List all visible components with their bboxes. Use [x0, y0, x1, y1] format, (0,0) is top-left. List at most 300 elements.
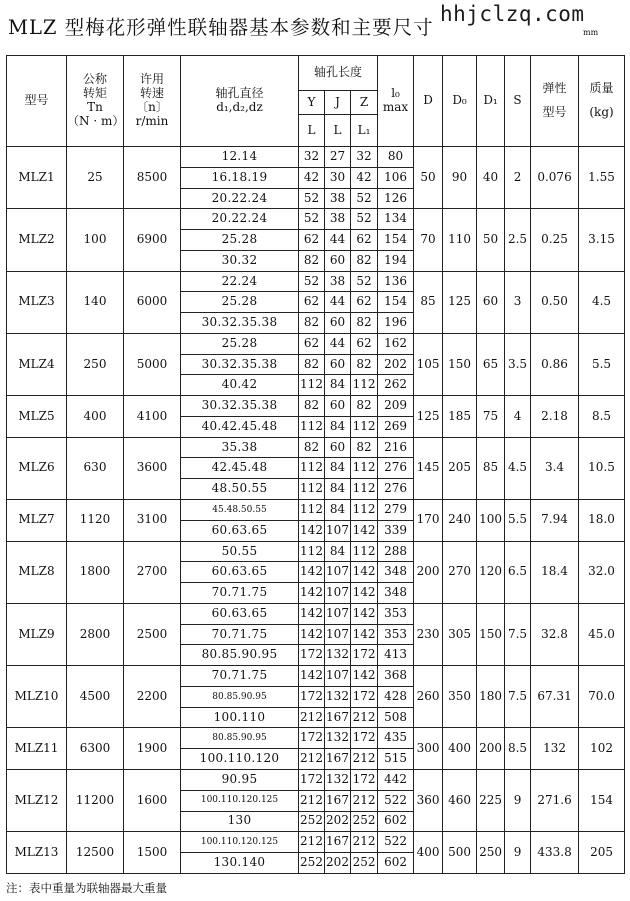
l0-max-cell: 194: [378, 250, 414, 271]
s-cell: 7.5: [505, 603, 531, 665]
mass-cell: 8.5: [579, 396, 625, 438]
bore-diameter-cell: 130: [181, 811, 299, 832]
length-z-cell: 142: [351, 666, 378, 687]
bore-diameter-cell: 60.63.65: [181, 520, 299, 541]
bore-diameter-cell: 100.110.120.125: [181, 790, 299, 811]
length-y-cell: 82: [299, 250, 325, 271]
length-y-cell: 82: [299, 354, 325, 375]
l0-max-cell: 602: [378, 853, 414, 874]
speed-cell: 1600: [124, 769, 181, 831]
model-cell: MLZ10: [7, 666, 67, 728]
length-j-cell: 107: [325, 520, 351, 541]
length-y-cell: 212: [299, 749, 325, 770]
length-j-cell: 84: [325, 375, 351, 396]
d0-cell: 205: [443, 437, 477, 499]
speed-cell: 2700: [124, 541, 181, 603]
length-y-cell: 142: [299, 624, 325, 645]
d0-cell: 270: [443, 541, 477, 603]
mass-cell: 32.0: [579, 541, 625, 603]
length-y-cell: 142: [299, 603, 325, 624]
length-j-cell: 38: [325, 209, 351, 230]
length-y-cell: 82: [299, 313, 325, 334]
length-y-cell: 172: [299, 728, 325, 749]
length-y-cell: 212: [299, 832, 325, 853]
l0-max-cell: 202: [378, 354, 414, 375]
d-cell: 70: [414, 209, 443, 271]
length-y-cell: 62: [299, 292, 325, 313]
speed-cell: 3600: [124, 437, 181, 499]
d0-cell: 90: [443, 147, 477, 209]
header-speed: 许用 转速 〔n〕 r/min: [124, 56, 181, 147]
length-z-cell: 142: [351, 624, 378, 645]
l0-max-cell: 162: [378, 333, 414, 354]
l0-max-cell: 154: [378, 230, 414, 251]
length-z-cell: 142: [351, 583, 378, 604]
length-j-cell: 167: [325, 790, 351, 811]
s-cell: 2: [505, 147, 531, 209]
l0-max-cell: 522: [378, 832, 414, 853]
length-j-cell: 167: [325, 749, 351, 770]
l0-max-cell: 276: [378, 479, 414, 500]
length-j-cell: 107: [325, 603, 351, 624]
table-row: [7, 333, 625, 354]
table-note: 注：表中重量为联轴器最大重量: [6, 881, 167, 895]
d0-cell: 350: [443, 666, 477, 728]
length-z-cell: 172: [351, 769, 378, 790]
torque-cell: 4500: [67, 666, 124, 728]
s-cell: 3: [505, 271, 531, 333]
s-cell: 4: [505, 396, 531, 438]
header-l-j: L: [325, 115, 351, 147]
length-y-cell: 142: [299, 666, 325, 687]
d1-cell: 120: [477, 541, 505, 603]
model-cell: MLZ6: [7, 437, 67, 499]
bore-diameter-cell: 50.55: [181, 541, 299, 562]
header-hub-length: 轴孔长度: [299, 56, 378, 91]
bore-diameter-cell: 100.110: [181, 707, 299, 728]
header-torque: 公称 转矩 Tn （N · m）: [67, 56, 124, 147]
length-y-cell: 112: [299, 416, 325, 437]
d1-cell: 250: [477, 832, 505, 874]
l0-max-cell: 262: [378, 375, 414, 396]
elastic-model-cell: 0.86: [531, 333, 579, 395]
header-l-y: L: [299, 115, 325, 147]
table-row: [7, 209, 625, 230]
length-y-cell: 212: [299, 790, 325, 811]
torque-cell: 140: [67, 271, 124, 333]
length-y-cell: 52: [299, 188, 325, 209]
speed-cell: 1900: [124, 728, 181, 770]
bore-diameter-cell: 48.50.55: [181, 479, 299, 500]
l0-max-cell: 216: [378, 437, 414, 458]
bore-diameter-cell: 60.63.65: [181, 603, 299, 624]
table-row: [7, 396, 625, 417]
length-j-cell: 38: [325, 271, 351, 292]
length-j-cell: 84: [325, 479, 351, 500]
elastic-model-cell: 18.4: [531, 541, 579, 603]
speed-cell: 5000: [124, 333, 181, 395]
d1-cell: 100: [477, 500, 505, 542]
mass-cell: 5.5: [579, 333, 625, 395]
mass-cell: 154: [579, 769, 625, 831]
d-cell: 145: [414, 437, 443, 499]
length-y-cell: 82: [299, 396, 325, 417]
length-j-cell: 132: [325, 686, 351, 707]
speed-cell: 2500: [124, 603, 181, 665]
d1-cell: 180: [477, 666, 505, 728]
length-z-cell: 52: [351, 209, 378, 230]
parameter-table: [6, 55, 625, 874]
l0-max-cell: 288: [378, 541, 414, 562]
d-cell: 50: [414, 147, 443, 209]
torque-cell: 1120: [67, 500, 124, 542]
elastic-model-cell: 433.8: [531, 832, 579, 874]
torque-cell: 1800: [67, 541, 124, 603]
d0-cell: 500: [443, 832, 477, 874]
length-j-cell: 30: [325, 167, 351, 188]
length-y-cell: 142: [299, 520, 325, 541]
elastic-model-cell: 3.4: [531, 437, 579, 499]
length-z-cell: 252: [351, 853, 378, 874]
d0-cell: 110: [443, 209, 477, 271]
table-row: [7, 147, 625, 168]
header-l1-z: L₁: [351, 115, 378, 147]
length-z-cell: 112: [351, 458, 378, 479]
torque-cell: 400: [67, 396, 124, 438]
length-y-cell: 42: [299, 167, 325, 188]
elastic-model-cell: 0.076: [531, 147, 579, 209]
length-y-cell: 62: [299, 230, 325, 251]
l0-max-cell: 353: [378, 624, 414, 645]
bore-diameter-cell: 60.63.65: [181, 562, 299, 583]
bore-diameter-cell: 40.42.45.48: [181, 416, 299, 437]
table-row: [7, 500, 625, 521]
length-z-cell: 62: [351, 230, 378, 251]
length-y-cell: 32: [299, 147, 325, 168]
table-row: [7, 437, 625, 458]
bore-diameter-cell: 25.28: [181, 333, 299, 354]
d-cell: 360: [414, 769, 443, 831]
bore-diameter-cell: 20.22.24: [181, 209, 299, 230]
l0-max-cell: 106: [378, 167, 414, 188]
elastic-model-cell: 271.6: [531, 769, 579, 831]
header-D0: D₀: [443, 56, 477, 147]
l0-max-cell: 442: [378, 769, 414, 790]
l0-max-cell: 80: [378, 147, 414, 168]
length-z-cell: 142: [351, 520, 378, 541]
l0-max-cell: 279: [378, 500, 414, 521]
l0-max-cell: 134: [378, 209, 414, 230]
mass-cell: 1.55: [579, 147, 625, 209]
torque-cell: 11200: [67, 769, 124, 831]
header-S: S: [505, 56, 531, 147]
page-title: MLZ 型梅花形弹性联轴器基本参数和主要尺寸: [8, 16, 434, 39]
bore-diameter-cell: 70.71.75: [181, 666, 299, 687]
d1-cell: 65: [477, 333, 505, 395]
header-model: 型号: [7, 56, 67, 147]
table-header: [7, 56, 625, 147]
torque-cell: 25: [67, 147, 124, 209]
torque-cell: 6300: [67, 728, 124, 770]
l0-max-cell: 196: [378, 313, 414, 334]
s-cell: 7.5: [505, 666, 531, 728]
d0-cell: 185: [443, 396, 477, 438]
length-j-cell: 202: [325, 811, 351, 832]
length-j-cell: 84: [325, 416, 351, 437]
header-elastic: 弹性 型号: [531, 56, 579, 147]
length-z-cell: 212: [351, 832, 378, 853]
length-j-cell: 60: [325, 354, 351, 375]
bore-diameter-cell: 80.85.90.95: [181, 686, 299, 707]
model-cell: MLZ9: [7, 603, 67, 665]
mass-cell: 4.5: [579, 271, 625, 333]
length-z-cell: 82: [351, 250, 378, 271]
model-cell: MLZ11: [7, 728, 67, 770]
header-l0: l₀ max: [378, 56, 414, 147]
bore-diameter-cell: 70.71.75: [181, 583, 299, 604]
bore-diameter-cell: 70.71.75: [181, 624, 299, 645]
length-z-cell: 112: [351, 500, 378, 521]
length-j-cell: 44: [325, 292, 351, 313]
torque-cell: 2800: [67, 603, 124, 665]
length-j-cell: 202: [325, 853, 351, 874]
model-cell: MLZ4: [7, 333, 67, 395]
d-cell: 170: [414, 500, 443, 542]
d1-cell: 75: [477, 396, 505, 438]
bore-diameter-cell: 16.18.19: [181, 167, 299, 188]
s-cell: 6.5: [505, 541, 531, 603]
bore-diameter-cell: 45.48.50.55: [181, 500, 299, 521]
d1-cell: 225: [477, 769, 505, 831]
table-row: [7, 728, 625, 749]
table-row: [7, 541, 625, 562]
mass-cell: 18.0: [579, 500, 625, 542]
d1-cell: 50: [477, 209, 505, 271]
speed-cell: 2200: [124, 666, 181, 728]
d0-cell: 460: [443, 769, 477, 831]
mass-cell: 3.15: [579, 209, 625, 271]
s-cell: 8.5: [505, 728, 531, 770]
s-cell: 4.5: [505, 437, 531, 499]
bore-diameter-cell: 100.110.120: [181, 749, 299, 770]
length-z-cell: 212: [351, 790, 378, 811]
length-z-cell: 212: [351, 749, 378, 770]
bore-diameter-cell: 30.32: [181, 250, 299, 271]
length-y-cell: 112: [299, 375, 325, 396]
l0-max-cell: 136: [378, 271, 414, 292]
length-y-cell: 52: [299, 271, 325, 292]
length-y-cell: 112: [299, 479, 325, 500]
l0-max-cell: 435: [378, 728, 414, 749]
length-y-cell: 52: [299, 209, 325, 230]
length-z-cell: 172: [351, 686, 378, 707]
model-cell: MLZ1: [7, 147, 67, 209]
length-j-cell: 84: [325, 458, 351, 479]
length-y-cell: 172: [299, 686, 325, 707]
torque-cell: 250: [67, 333, 124, 395]
l0-max-cell: 209: [378, 396, 414, 417]
bore-diameter-cell: 12.14: [181, 147, 299, 168]
length-z-cell: 112: [351, 375, 378, 396]
model-cell: MLZ3: [7, 271, 67, 333]
d-cell: 200: [414, 541, 443, 603]
header-type-j: J: [325, 91, 351, 115]
mass-cell: 102: [579, 728, 625, 770]
length-j-cell: 84: [325, 500, 351, 521]
elastic-model-cell: 32.8: [531, 603, 579, 665]
length-y-cell: 142: [299, 562, 325, 583]
length-j-cell: 60: [325, 396, 351, 417]
length-j-cell: 44: [325, 230, 351, 251]
s-cell: 2.5: [505, 209, 531, 271]
bore-diameter-cell: 25.28: [181, 230, 299, 251]
table-row: [7, 603, 625, 624]
d1-cell: 150: [477, 603, 505, 665]
length-z-cell: 32: [351, 147, 378, 168]
length-z-cell: 62: [351, 292, 378, 313]
l0-max-cell: 368: [378, 666, 414, 687]
l0-max-cell: 348: [378, 583, 414, 604]
length-z-cell: 82: [351, 396, 378, 417]
d1-cell: 40: [477, 147, 505, 209]
speed-cell: 1500: [124, 832, 181, 874]
unit-label: mm: [583, 28, 599, 37]
length-j-cell: 107: [325, 666, 351, 687]
l0-max-cell: 269: [378, 416, 414, 437]
length-z-cell: 82: [351, 437, 378, 458]
speed-cell: 6900: [124, 209, 181, 271]
elastic-model-cell: 67.31: [531, 666, 579, 728]
l0-max-cell: 508: [378, 707, 414, 728]
d0-cell: 305: [443, 603, 477, 665]
elastic-model-cell: 2.18: [531, 396, 579, 438]
length-z-cell: 112: [351, 541, 378, 562]
model-cell: MLZ7: [7, 500, 67, 542]
length-z-cell: 112: [351, 479, 378, 500]
length-j-cell: 167: [325, 832, 351, 853]
length-z-cell: 52: [351, 271, 378, 292]
length-z-cell: 142: [351, 603, 378, 624]
mass-cell: 205: [579, 832, 625, 874]
length-j-cell: 107: [325, 583, 351, 604]
l0-max-cell: 339: [378, 520, 414, 541]
header-type-y: Y: [299, 91, 325, 115]
bore-diameter-cell: 30.32.35.38: [181, 354, 299, 375]
d1-cell: 85: [477, 437, 505, 499]
bore-diameter-cell: 42.45.48: [181, 458, 299, 479]
model-cell: MLZ2: [7, 209, 67, 271]
d0-cell: 150: [443, 333, 477, 395]
d1-cell: 200: [477, 728, 505, 770]
d-cell: 85: [414, 271, 443, 333]
model-cell: MLZ5: [7, 396, 67, 438]
length-y-cell: 142: [299, 583, 325, 604]
d-cell: 260: [414, 666, 443, 728]
speed-cell: 3100: [124, 500, 181, 542]
elastic-model-cell: 0.25: [531, 209, 579, 271]
length-j-cell: 132: [325, 728, 351, 749]
length-y-cell: 252: [299, 811, 325, 832]
mass-cell: 45.0: [579, 603, 625, 665]
l0-max-cell: 154: [378, 292, 414, 313]
length-y-cell: 112: [299, 500, 325, 521]
length-y-cell: 252: [299, 853, 325, 874]
header-bore-diameter: 轴孔直径 d₁,d₂,dz: [181, 56, 299, 147]
bore-diameter-cell: 25.28: [181, 292, 299, 313]
l0-max-cell: 515: [378, 749, 414, 770]
length-y-cell: 62: [299, 333, 325, 354]
table-row: [7, 271, 625, 292]
mass-cell: 70.0: [579, 666, 625, 728]
table-row: [7, 769, 625, 790]
length-z-cell: 252: [351, 811, 378, 832]
s-cell: 5.5: [505, 500, 531, 542]
l0-max-cell: 353: [378, 603, 414, 624]
length-z-cell: 142: [351, 562, 378, 583]
torque-cell: 630: [67, 437, 124, 499]
bore-diameter-cell: 90.95: [181, 769, 299, 790]
header-D: D: [414, 56, 443, 147]
bore-diameter-cell: 100.110.120.125: [181, 832, 299, 853]
length-j-cell: 60: [325, 313, 351, 334]
length-y-cell: 172: [299, 769, 325, 790]
model-cell: MLZ13: [7, 832, 67, 874]
length-j-cell: 27: [325, 147, 351, 168]
length-j-cell: 107: [325, 562, 351, 583]
bore-diameter-cell: 40.42: [181, 375, 299, 396]
length-z-cell: 52: [351, 188, 378, 209]
mass-cell: 10.5: [579, 437, 625, 499]
l0-max-cell: 602: [378, 811, 414, 832]
length-j-cell: 84: [325, 541, 351, 562]
model-cell: MLZ12: [7, 769, 67, 831]
elastic-model-cell: 0.50: [531, 271, 579, 333]
bore-diameter-cell: 20.22.24: [181, 188, 299, 209]
header-type-z: Z: [351, 91, 378, 115]
d-cell: 300: [414, 728, 443, 770]
speed-cell: 8500: [124, 147, 181, 209]
length-z-cell: 82: [351, 354, 378, 375]
d-cell: 125: [414, 396, 443, 438]
bore-diameter-cell: 80.85.90.95: [181, 728, 299, 749]
length-j-cell: 44: [325, 333, 351, 354]
d-cell: 230: [414, 603, 443, 665]
length-j-cell: 132: [325, 645, 351, 666]
length-z-cell: 82: [351, 313, 378, 334]
elastic-model-cell: 7.94: [531, 500, 579, 542]
length-y-cell: 112: [299, 458, 325, 479]
length-j-cell: 107: [325, 624, 351, 645]
bore-diameter-cell: 35.38: [181, 437, 299, 458]
l0-max-cell: 413: [378, 645, 414, 666]
d0-cell: 400: [443, 728, 477, 770]
s-cell: 3.5: [505, 333, 531, 395]
length-j-cell: 167: [325, 707, 351, 728]
d1-cell: 60: [477, 271, 505, 333]
length-j-cell: 132: [325, 769, 351, 790]
torque-cell: 12500: [67, 832, 124, 874]
l0-max-cell: 522: [378, 790, 414, 811]
header-D1: D₁: [477, 56, 505, 147]
bore-diameter-cell: 130.140: [181, 853, 299, 874]
torque-cell: 100: [67, 209, 124, 271]
length-z-cell: 212: [351, 707, 378, 728]
site-watermark: hhjclzq.com: [440, 2, 585, 26]
bore-diameter-cell: 80.85.90.95: [181, 645, 299, 666]
bore-diameter-cell: 30.32.35.38: [181, 313, 299, 334]
header-mass: 质量 (kg): [579, 56, 625, 147]
d0-cell: 125: [443, 271, 477, 333]
